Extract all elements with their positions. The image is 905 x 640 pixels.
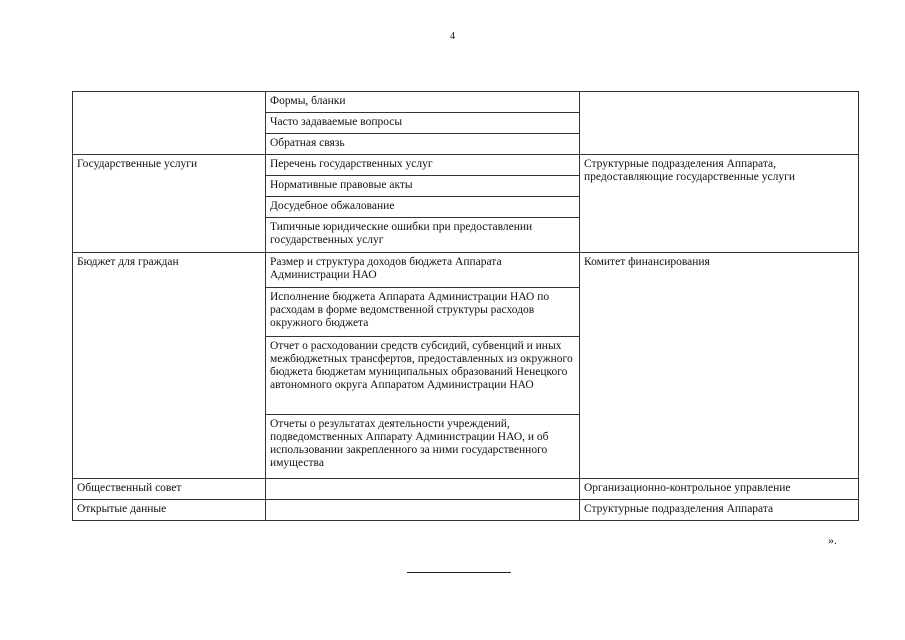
closing-quote: ». [828, 533, 837, 547]
responsible-cell: Комитет финансирования [580, 253, 859, 479]
table-row [73, 155, 859, 176]
table-row [73, 92, 859, 113]
section-cell [73, 92, 266, 155]
item-cell: Обратная связь [266, 134, 580, 155]
table-row [73, 500, 859, 521]
item-cell: Досудебное обжалование [266, 197, 580, 218]
item-cell: Исполнение бюджета Аппарата Администрации НАО по расходам в форме ведомственной структуры расходов окружного бюджета [266, 288, 580, 337]
item-cell [266, 479, 580, 500]
section-cell: Государственные услуги [73, 155, 266, 253]
responsible-cell: Структурные подразделения Аппарата [580, 500, 859, 521]
table-row [73, 253, 859, 288]
responsible-cell [580, 92, 859, 155]
item-cell: Формы, бланки [266, 92, 580, 113]
section-cell: Бюджет для граждан [73, 253, 266, 479]
responsible-cell: Организационно-контрольное управление [580, 479, 859, 500]
section-cell: Открытые данные [73, 500, 266, 521]
item-cell: Размер и структура доходов бюджета Аппарата Администрации НАО [266, 253, 580, 288]
item-cell [266, 500, 580, 521]
item-cell: Перечень государственных услуг [266, 155, 580, 176]
page-number: 4 [450, 31, 455, 42]
item-cell: Отчеты о результатах деятельности учреждений, подведомственных Аппарату Администрации НАО, и об использовании закрепленного за ними государственного имущества [266, 415, 580, 479]
footer-rule [407, 572, 511, 573]
responsible-cell: Структурные подразделения Аппарата, предоставляющие государственные услуги [580, 155, 859, 253]
item-cell: Отчет о расходовании средств субсидий, субвенций и иных межбюджетных трансфертов, предоставленных из окружного бюджета бюджетам муниципальных образований Ненецкого автономного округа Аппаратом Администрации НАО [266, 337, 580, 415]
item-cell: Часто задаваемые вопросы [266, 113, 580, 134]
item-cell: Типичные юридические ошибки при предоставлении государственных услуг [266, 218, 580, 253]
section-cell: Общественный совет [73, 479, 266, 500]
item-cell: Нормативные правовые акты [266, 176, 580, 197]
document-table [72, 91, 859, 521]
table-row [73, 479, 859, 500]
